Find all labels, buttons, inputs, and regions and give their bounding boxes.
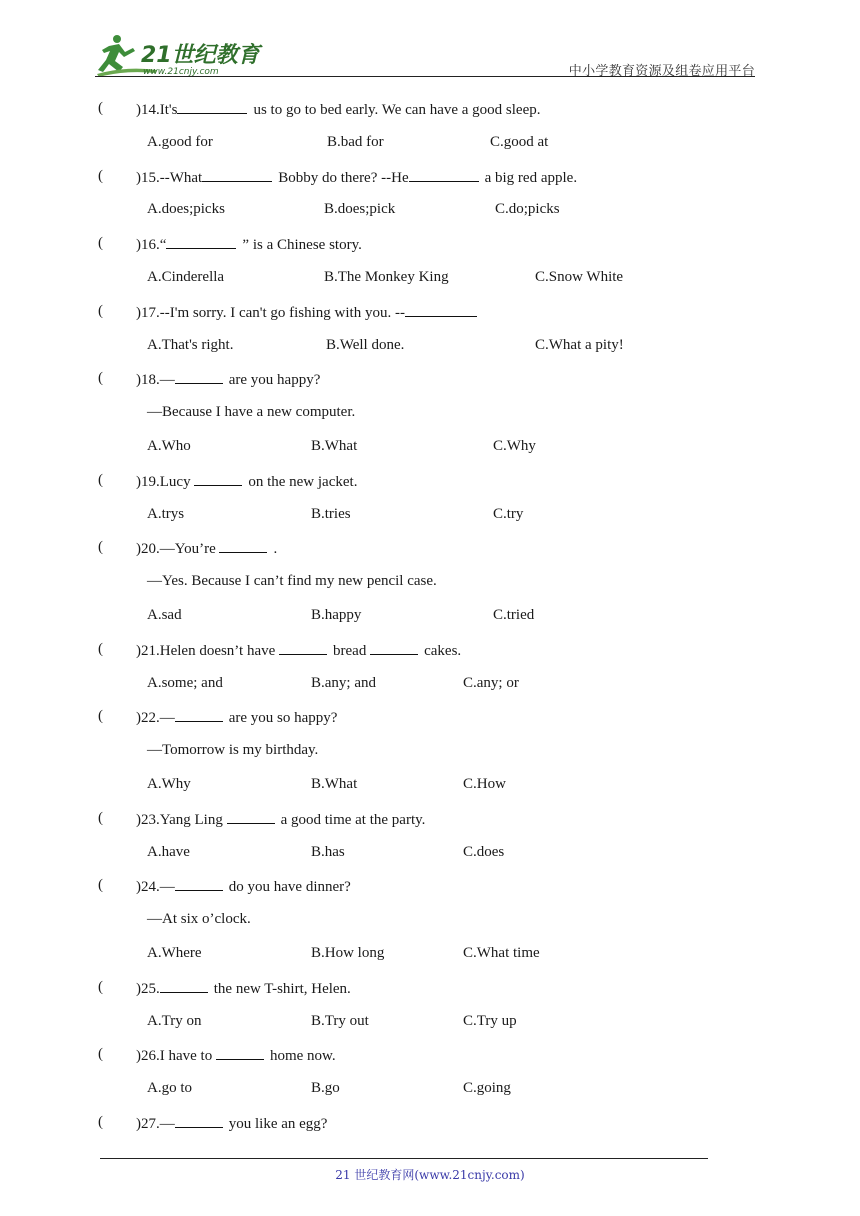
question-segment: Bobby do there? --He <box>278 170 409 186</box>
question-segment: bread <box>333 643 371 659</box>
answer-bracket[interactable]: ( <box>98 641 103 657</box>
option-a[interactable]: A.trys <box>147 506 185 522</box>
answer-bracket[interactable]: ( <box>98 370 103 386</box>
answer-bracket[interactable]: ( <box>98 472 103 488</box>
option-a[interactable]: A.good for <box>147 134 213 150</box>
question-number: )24. <box>136 879 160 895</box>
question-segment: I have to <box>159 1048 216 1064</box>
logo-title: 21世纪教育 <box>141 43 260 68</box>
question-segment: — <box>159 372 175 388</box>
answer-blank <box>227 808 275 824</box>
site-logo <box>95 34 265 80</box>
answer-bracket[interactable]: ( <box>98 100 103 116</box>
question-text <box>136 1112 327 1134</box>
question-segment: --I'm sorry. I can't go fishing with you. -- <box>159 305 405 321</box>
option-a[interactable]: A.Why <box>147 776 191 792</box>
question-text <box>136 1044 336 1066</box>
question-number: )23. <box>136 812 160 828</box>
dialogue-line: —Tomorrow is my birthday. <box>147 742 319 758</box>
option-a[interactable]: A.have <box>147 844 190 860</box>
question-text <box>136 537 277 559</box>
option-b[interactable]: B.How long <box>311 945 385 961</box>
question-segment: --What <box>159 170 203 186</box>
option-a[interactable]: A.Where <box>147 945 202 961</box>
answer-bracket[interactable]: ( <box>98 810 103 826</box>
answer-bracket[interactable]: ( <box>98 877 103 893</box>
question-segment: —You’re <box>159 541 220 557</box>
question-segment: . <box>273 541 278 557</box>
question-number: )27. <box>136 1116 160 1132</box>
question-number: )18. <box>136 372 160 388</box>
question-text <box>136 706 337 728</box>
answer-blank <box>166 233 236 249</box>
option-a[interactable]: A.go to <box>147 1080 192 1096</box>
question-segment: cakes. <box>424 643 462 659</box>
answer-blank <box>175 368 223 384</box>
option-b[interactable]: B.bad for <box>327 134 384 150</box>
answer-blank <box>175 875 223 891</box>
option-c[interactable]: C.does <box>463 844 505 860</box>
question-number: )16. <box>136 237 160 253</box>
dialogue-line: —At six o’clock. <box>147 911 251 927</box>
question-segment: Helen doesn’t have <box>159 643 280 659</box>
answer-blank <box>216 1044 264 1060</box>
question-text <box>136 875 351 897</box>
question-segment: Yang Ling <box>159 812 227 828</box>
answer-bracket[interactable]: ( <box>98 979 103 995</box>
option-c[interactable]: C.going <box>463 1080 511 1096</box>
question-number: )15. <box>136 170 160 186</box>
option-b[interactable]: B.Well done. <box>326 337 405 353</box>
question-segment: — <box>159 710 175 726</box>
question-number: )19. <box>136 474 160 490</box>
answer-bracket[interactable]: ( <box>98 303 103 319</box>
question-segment: a good time at the party. <box>280 812 426 828</box>
answer-blank <box>405 301 477 317</box>
answer-bracket[interactable]: ( <box>98 235 103 251</box>
question-number: )17. <box>136 305 160 321</box>
dialogue-line: —Yes. Because I can’t find my new pencil case. <box>147 573 437 589</box>
answer-blank <box>175 706 223 722</box>
answer-blank <box>202 166 272 182</box>
answer-bracket[interactable]: ( <box>98 1114 103 1130</box>
option-c[interactable]: C.Try up <box>463 1013 517 1029</box>
question-segment: us to go to bed early. We can have a good sleep. <box>253 102 541 118</box>
question-text <box>136 233 362 255</box>
header-divider <box>95 76 755 77</box>
answer-blank <box>160 977 208 993</box>
question-text <box>136 301 483 323</box>
question-segment: ” is a Chinese story. <box>242 237 362 253</box>
logo-url: www.21cnjy.com <box>143 67 219 77</box>
option-b[interactable]: B.has <box>311 844 345 860</box>
option-a[interactable]: A.does;picks <box>147 201 225 217</box>
option-c[interactable]: C.How <box>463 776 506 792</box>
option-c[interactable]: C.good at <box>490 134 549 150</box>
question-number: )21. <box>136 643 160 659</box>
page-header <box>0 0 860 80</box>
answer-blank <box>409 166 479 182</box>
answer-blank <box>177 98 247 114</box>
option-b[interactable]: B.does;pick <box>324 201 396 217</box>
answer-bracket[interactable]: ( <box>98 168 103 184</box>
option-b[interactable]: B.happy <box>311 607 362 623</box>
option-b[interactable]: B.What <box>311 438 358 454</box>
question-text <box>136 368 320 390</box>
question-segment: It's <box>159 102 178 118</box>
question-segment: are you happy? <box>228 372 321 388</box>
question-text <box>136 977 351 999</box>
option-b[interactable]: B.What <box>311 776 358 792</box>
question-segment: on the new jacket. <box>248 474 358 490</box>
header-platform-name: 中小学教育资源及组卷应用平台 <box>568 64 755 79</box>
question-text <box>136 639 461 661</box>
question-segment: are you so happy? <box>228 710 338 726</box>
footer-divider <box>100 1158 708 1159</box>
question-number: )20. <box>136 541 160 557</box>
option-b[interactable]: B.any; and <box>311 675 376 691</box>
option-a[interactable]: A.some; and <box>147 675 223 691</box>
option-c[interactable]: C.do;picks <box>495 201 560 217</box>
answer-bracket[interactable]: ( <box>98 708 103 724</box>
option-c[interactable]: C.Snow White <box>535 269 624 285</box>
question-segment: — <box>159 1116 175 1132</box>
question-number: )22. <box>136 710 160 726</box>
option-c[interactable]: C.Why <box>493 438 536 454</box>
option-c[interactable]: C.try <box>493 506 524 522</box>
answer-blank <box>279 639 327 655</box>
question-segment: the new T-shirt, Helen. <box>213 981 351 997</box>
question-segment: home now. <box>269 1048 336 1064</box>
answer-blank <box>194 470 242 486</box>
answer-bracket[interactable]: ( <box>98 539 103 555</box>
question-segment: do you have dinner? <box>228 879 351 895</box>
dialogue-line: —Because I have a new computer. <box>147 404 356 420</box>
option-a[interactable]: A.sad <box>147 607 182 623</box>
option-b[interactable]: B.Try out <box>311 1013 369 1029</box>
page-footer: 21 世纪教育网(www.21cnjy.com) <box>335 1168 525 1182</box>
option-b[interactable]: B.tries <box>311 506 351 522</box>
option-a[interactable]: A.Cinderella <box>147 269 225 285</box>
question-segment: you like an egg? <box>228 1116 328 1132</box>
question-number: )26. <box>136 1048 160 1064</box>
option-a[interactable]: A.Who <box>147 438 191 454</box>
option-b[interactable]: B.The Monkey King <box>324 269 449 285</box>
option-c[interactable]: C.What time <box>463 945 540 961</box>
question-text <box>136 470 357 492</box>
question-segment: “ <box>159 237 167 253</box>
question-number: )25. <box>136 981 160 997</box>
option-c[interactable]: C.any; or <box>463 675 519 691</box>
question-segment: — <box>159 879 175 895</box>
question-segment: a big red apple. <box>484 170 578 186</box>
option-c[interactable]: C.tried <box>493 607 535 623</box>
option-a[interactable]: A.That's right. <box>147 337 234 353</box>
answer-bracket[interactable]: ( <box>98 1046 103 1062</box>
answer-blank <box>370 639 418 655</box>
answer-blank <box>175 1112 223 1128</box>
answer-blank <box>219 537 267 553</box>
question-text <box>136 98 541 120</box>
question-number: )14. <box>136 102 160 118</box>
option-a[interactable]: A.Try on <box>147 1013 202 1029</box>
question-text <box>136 808 425 830</box>
option-b[interactable]: B.go <box>311 1080 340 1096</box>
question-text <box>136 166 577 188</box>
option-c[interactable]: C.What a pity! <box>535 337 624 353</box>
question-segment: Lucy <box>159 474 195 490</box>
